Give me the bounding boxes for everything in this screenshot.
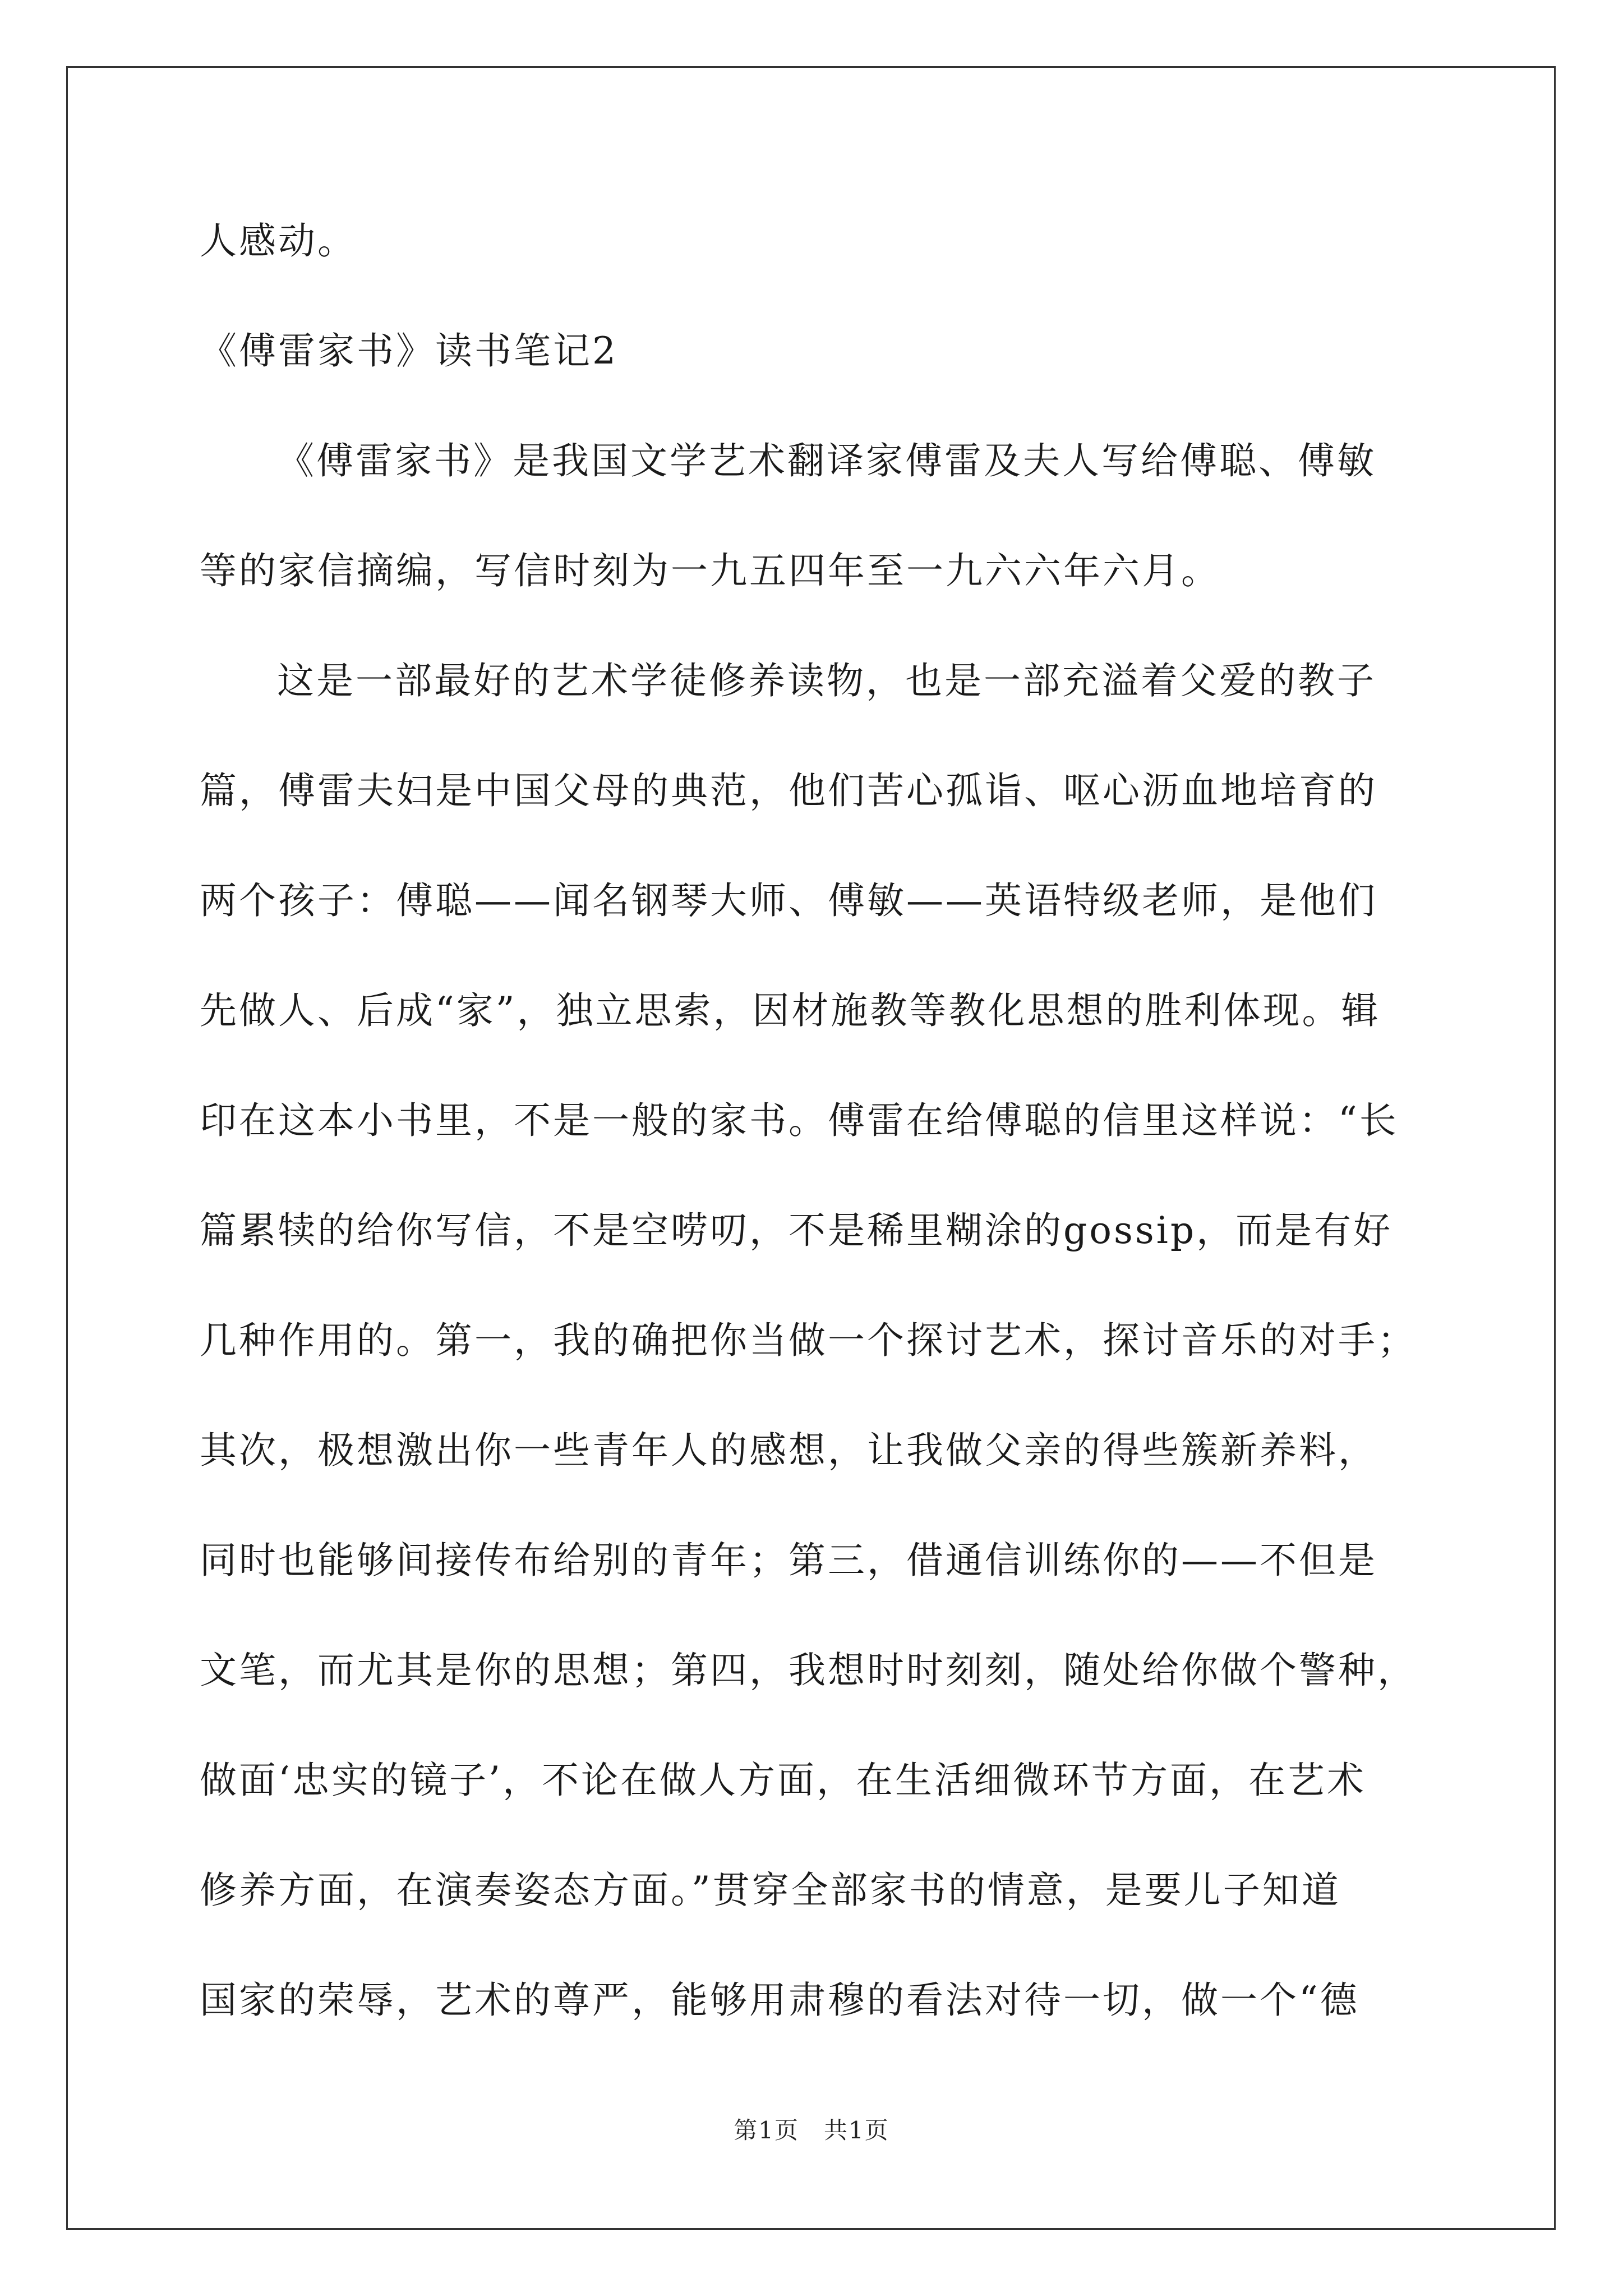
paragraph-line: 这是一部最好的艺术学徒修养读物，也是一部充溢着父爱的教子 — [277, 659, 1376, 702]
paragraph-line: 篇累犊的给你写信，不是空唠叨，不是稀里糊涂的gossip，而是有好 — [200, 1209, 1393, 1252]
paragraph-line: 其次，极想激出你一些青年人的感想，让我做父亲的得些簇新养料， — [200, 1429, 1377, 1472]
paragraph-line: 文笔，而尤其是你的思想；第四，我想时时刻刻，随处给你做个警种， — [200, 1649, 1417, 1692]
paragraph-line: 修养方面，在演奏姿态方面。”贯穿全部家书的情意，是要儿子知道 — [200, 1869, 1341, 1912]
paragraph-line: 两个孩子：傅聪——闻名钢琴大师、傅敏——英语特级老师，是他们 — [200, 879, 1377, 922]
section-heading: 《傅雷家书》读书笔记2 — [200, 329, 618, 372]
paragraph-line: 篇，傅雷夫妇是中国父母的典范，他们苦心孤诣、呕心沥血地培育的 — [200, 769, 1377, 812]
paragraph-line: 印在这本小书里，不是一般的家书。傅雷在给傅聪的信里这样说：“长 — [200, 1099, 1399, 1142]
paragraph-line: 国家的荣辱，艺术的尊严，能够用肃穆的看法对待一切，做一个“德 — [200, 1978, 1359, 2022]
paragraph-line: 几种作用的。第一，我的确把你当做一个探讨艺术，探讨音乐的对手； — [200, 1319, 1417, 1362]
paragraph-line: 先做人、后成“家”，独立思索，因材施教等教化思想的胜利体现。辑 — [200, 989, 1381, 1032]
text-line: 人感动。 — [200, 219, 357, 263]
paragraph-line: 《傅雷家书》是我国文学艺术翻译家傅雷及夫人写给傅聪、傅敏 — [277, 439, 1376, 482]
paragraph-line: 做面‘忠实的镜子’，不论在做人方面，在生活细微环节方面，在艺术 — [200, 1759, 1366, 1802]
page-number-footer: 第1页 共1页 — [734, 2116, 889, 2144]
document-body — [200, 219, 1445, 2088]
paragraph-line: 等的家信摘编，写信时刻为一九五四年至一九六六年六月。 — [200, 549, 1220, 592]
paragraph-line: 同时也能够间接传布给别的青年；第三，借通信训练你的——不但是 — [200, 1539, 1377, 1582]
